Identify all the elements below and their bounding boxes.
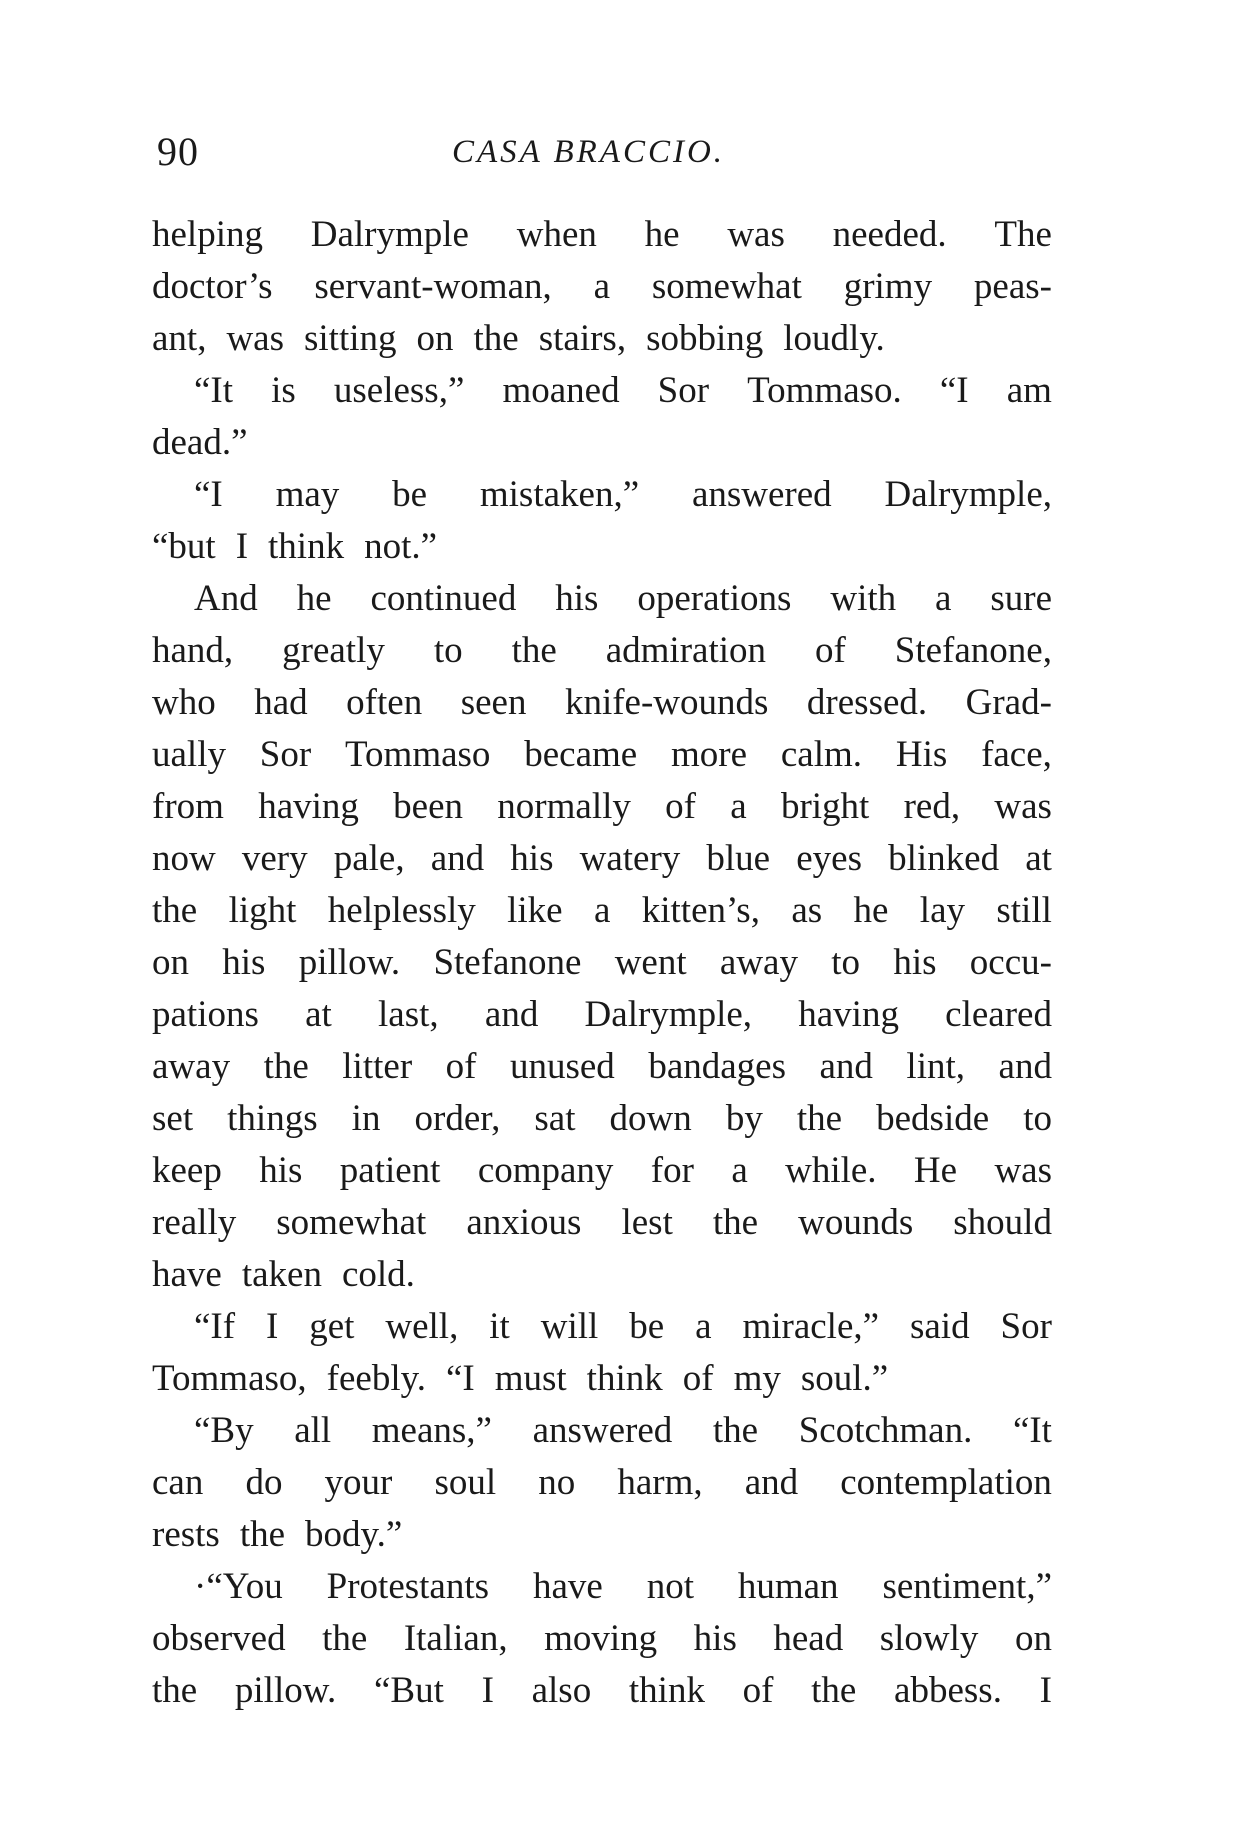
text-line: have taken cold. <box>152 1254 415 1295</box>
text-line: on his pillow. Stefanone went away to his occu- <box>152 942 1052 983</box>
text-line: from having been normally of a bright red, was <box>152 786 1052 827</box>
running-title: CASA BRACCIO. <box>452 134 726 170</box>
text-line: away the litter of unused bandages and lint, and <box>152 1046 1052 1087</box>
text-line: Tommaso, feebly. “I must think of my soul.” <box>152 1358 889 1399</box>
running-head <box>157 128 1037 178</box>
text-line: who had often seen knife-wounds dressed. Grad- <box>152 682 1052 723</box>
body-text <box>152 213 1052 1721</box>
page-number: 90 <box>157 129 199 174</box>
text-line: “but I think not.” <box>152 526 438 567</box>
text-line: the pillow. “But I also think of the abbess. I <box>152 1670 1052 1711</box>
text-line: doctor’s servant-woman, a somewhat grimy peas- <box>152 266 1052 307</box>
text-line: And he continued his operations with a sure <box>194 578 1052 619</box>
text-line: rests the body.” <box>152 1514 403 1555</box>
text-line: now very pale, and his watery blue eyes blinked at <box>152 838 1052 879</box>
text-line: hand, greatly to the admiration of Stefanone, <box>152 630 1052 671</box>
text-line: can do your soul no harm, and contemplation <box>152 1462 1052 1503</box>
text-line: “By all means,” answered the Scotchman. “It <box>194 1410 1052 1451</box>
text-line: helping Dalrymple when he was needed. The <box>152 214 1052 255</box>
text-line: ·“You Protestants have not human sentiment,” <box>194 1566 1052 1607</box>
text-line: ant, was sitting on the stairs, sobbing loudly. <box>152 318 885 359</box>
text-line: “If I get well, it will be a miracle,” said Sor <box>194 1306 1052 1347</box>
text-line: “I may be mistaken,” answered Dalrymple, <box>194 474 1052 515</box>
text-line: pations at last, and Dalrymple, having cleared <box>152 994 1052 1035</box>
text-line: “It is useless,” moaned Sor Tommaso. “I am <box>194 370 1052 411</box>
text-line: the light helplessly like a kitten’s, as he lay still <box>152 890 1052 931</box>
text-line: dead.” <box>152 422 248 463</box>
text-line: keep his patient company for a while. He was <box>152 1150 1052 1191</box>
text-line: set things in order, sat down by the bedside to <box>152 1098 1052 1139</box>
text-line: observed the Italian, moving his head slowly on <box>152 1618 1052 1659</box>
text-line: really somewhat anxious lest the wounds should <box>152 1202 1052 1243</box>
text-line: ually Sor Tommaso became more calm. His face, <box>152 734 1052 775</box>
